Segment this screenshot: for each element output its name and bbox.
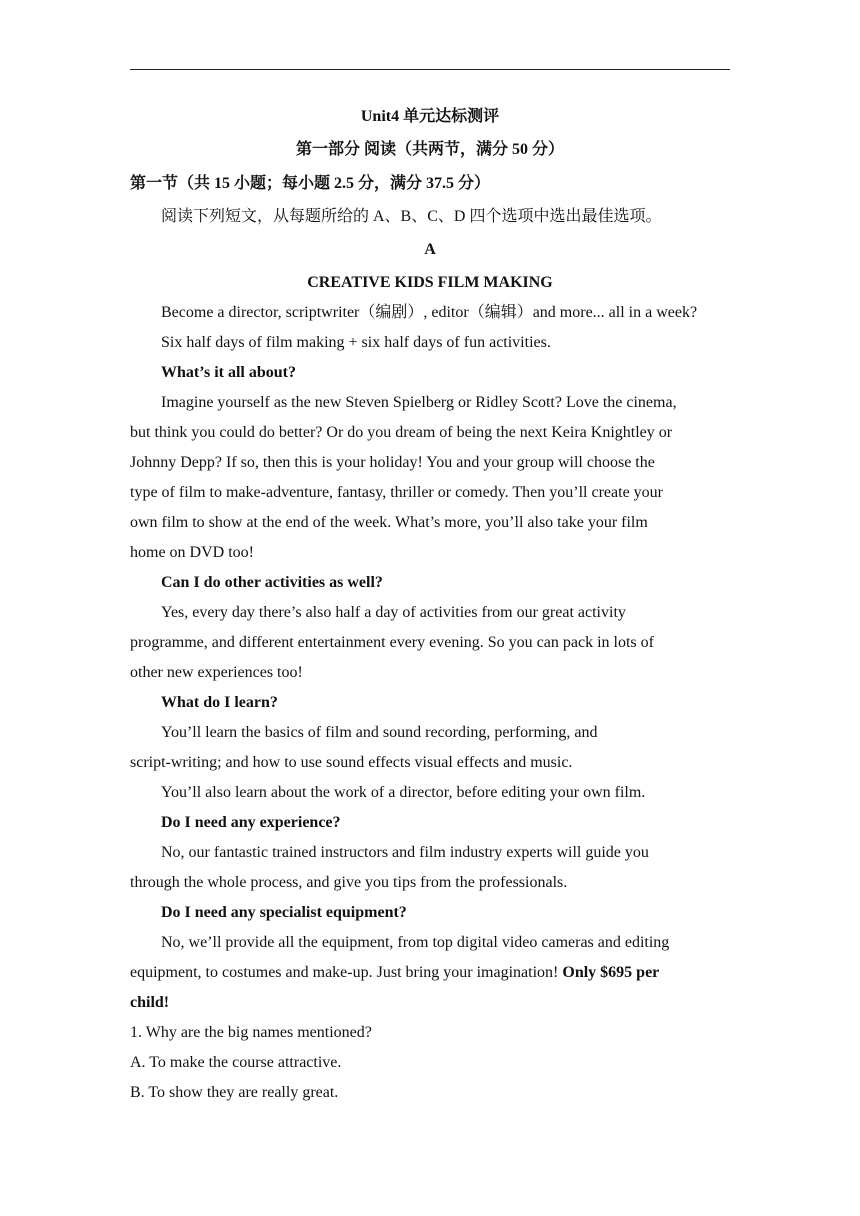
header-rule <box>130 69 730 70</box>
paragraph-line: home on DVD too! <box>130 544 254 561</box>
price-text-end: child! <box>130 994 170 1011</box>
document-body <box>130 100 730 1108</box>
subheading-equipment: Do I need any specialist equipment? <box>161 904 407 921</box>
question-stem: 1. Why are the big names mentioned? <box>130 1024 372 1041</box>
part-title: 第一部分 阅读（共两节，满分 50 分） <box>295 141 564 158</box>
subheading-activities: Can I do other activities as well? <box>161 574 383 591</box>
paragraph-line: other new experiences too! <box>130 664 303 681</box>
paragraph-line: programme, and different entertainment every evening. So you can pack in lots of <box>130 634 654 651</box>
intro-line-1: Become a director, scriptwriter（编剧）, editor（编辑）and more... all in a week? <box>161 304 698 321</box>
instructions: 阅读下列短文，从每题所给的 A、B、C、D 四个选项中选出最佳选项。 <box>161 208 662 225</box>
paragraph-line: through the whole process, and give you tips from the professionals. <box>130 874 568 891</box>
paragraph-line: script-writing; and how to use sound effects visual effects and music. <box>130 754 573 771</box>
paragraph-line: No, our fantastic trained instructors and film industry experts will guide you <box>161 844 649 861</box>
paragraph-line: You’ll learn the basics of film and sound recording, performing, and <box>161 724 598 741</box>
option-b: B. To show they are really great. <box>130 1084 339 1101</box>
paragraph-line: own film to show at the end of the week. What’s more, you’ll also take your film <box>130 514 648 531</box>
paragraph-line: You’ll also learn about the work of a director, before editing your own film. <box>161 784 646 801</box>
price-text: Only $695 per <box>562 964 660 981</box>
option-a: A. To make the course attractive. <box>130 1054 342 1071</box>
intro-line-2: Six half days of film making + six half days of fun activities. <box>161 334 551 351</box>
paragraph-text: equipment, to costumes and make-up. Just bring your imagination! <box>130 964 563 981</box>
subheading-learn: What do I learn? <box>161 694 278 711</box>
passage-title: CREATIVE KIDS FILM MAKING <box>307 274 553 291</box>
paragraph-line: but think you could do better? Or do you dream of being the next Keira Knightley or <box>130 424 673 441</box>
subheading-about: What’s it all about? <box>161 364 296 381</box>
paragraph-line: Johnny Depp? If so, then this is your holiday! You and your group will choose the <box>130 454 655 471</box>
paragraph-line <box>130 958 730 988</box>
subheading-experience: Do I need any experience? <box>161 814 341 831</box>
section-title: 第一节（共 15 小题；每小题 2.5 分，满分 37.5 分） <box>130 175 491 192</box>
unit-title: Unit4 单元达标测评 <box>360 108 500 125</box>
passage-letter: A <box>424 241 436 258</box>
paragraph-line: type of film to make-adventure, fantasy, thriller or comedy. Then you’ll create your <box>130 484 663 501</box>
paragraph-line: Imagine yourself as the new Steven Spielberg or Ridley Scott? Love the cinema, <box>161 394 677 411</box>
paragraph-line: Yes, every day there’s also half a day of activities from our great activity <box>161 604 626 621</box>
paragraph-line: No, we’ll provide all the equipment, from top digital video cameras and editing <box>161 934 670 951</box>
